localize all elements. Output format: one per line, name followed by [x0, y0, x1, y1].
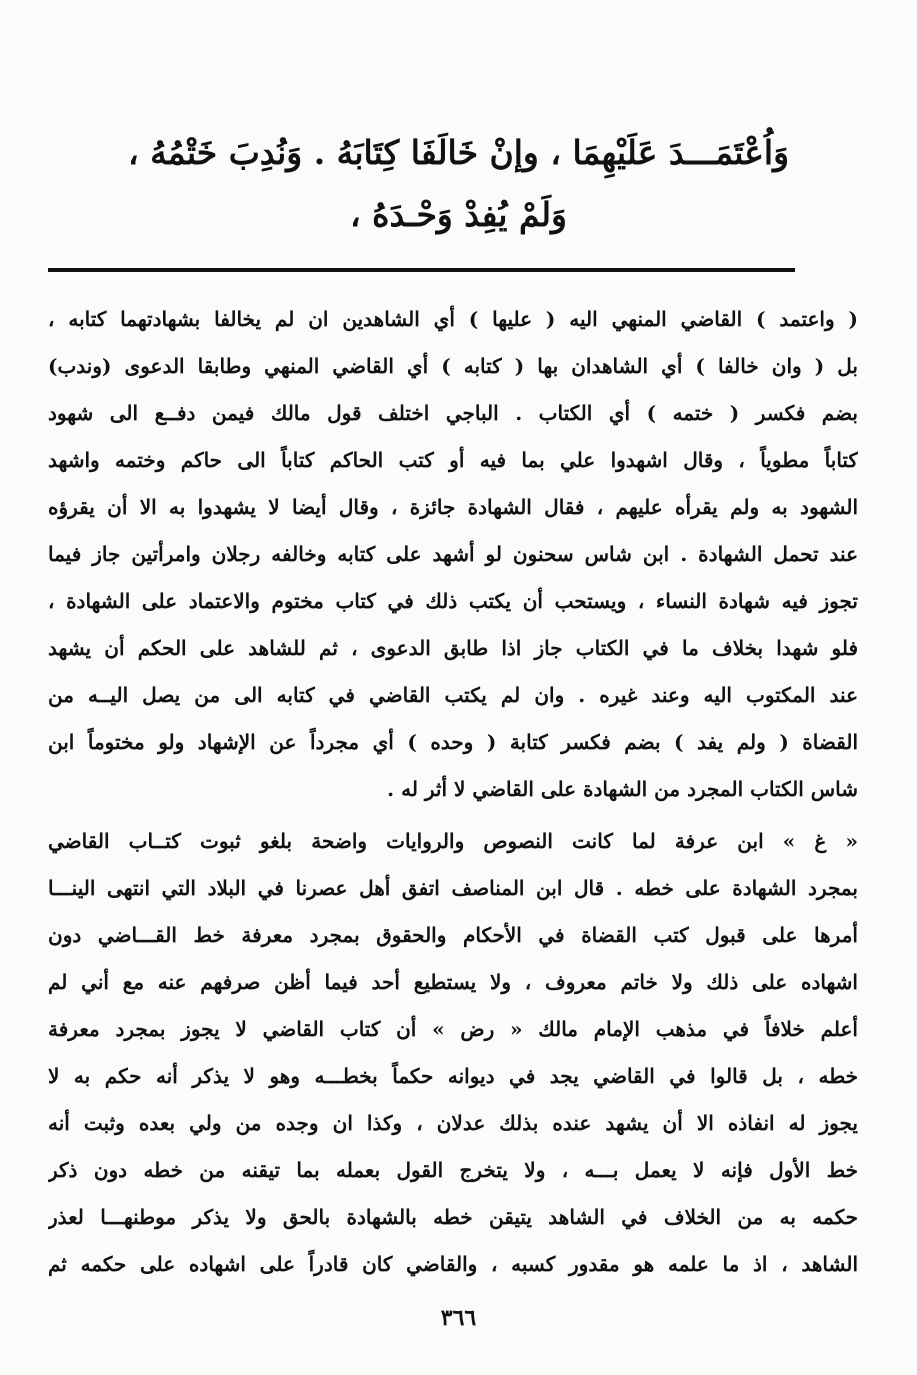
text-line: تجوز فيه شهادة النساء ، ويستحب أن يكتب ذلك في كتاب مختوم والاعتماد على الشهادة ،	[48, 589, 858, 613]
text-line: الشاهد ، اذ ما علمه هو مقدور كسبه ، والقاضي كان قادراً على اشهاده على حكمه ثم	[48, 1252, 858, 1276]
text-line: الشهود به ولم يقرأه عليهم ، فقال الشهادة جائزة ، وقال أيضا لا يشهدوا به الا أن يقرؤه	[48, 495, 858, 519]
text-line: بل ( وان خالفا ) أي الشاهدان بها ( كتابه ) أي القاضي المنهي وطابقا الدعوى (وندب)	[48, 354, 858, 378]
text-line: فلو شهدا بخلاف ما في الكتاب جاز اذا طابق الدعوى ، ثم للشاهد على الحكم أن يشهد	[48, 636, 858, 660]
matn-line: وَاُعْتَمَـــدَ عَلَيْهِمَا ، وإنْ خَالَفَا كِتَابَهُ . وَنُدِبَ خَتْمُهُ ،	[127, 133, 790, 172]
text-line: ( واعتمد ) القاضي المنهي اليه ( عليها ) أي الشاهدين ان لم يخالفا بشهادتهما كتابه ،	[48, 307, 858, 331]
text-line: عند تحمل الشهادة . ابن شاس سحنون لو أشهد على كتابه وخالفه رجلان وامرأتين جاز فيما	[48, 542, 858, 566]
text-line: القضاة ( ولم يفد ) بضم فكسر كتابة ( وحده ) أي مجرداً عن الإشهاد ولو مختوماً ابن	[48, 730, 858, 754]
separator-rule	[48, 268, 795, 272]
text-line: خط الأول فإنه لا يعمل بـــه ، ولا يتخرج القول بعمله بما تيقنه من خطه دون ذكر	[48, 1158, 858, 1182]
commentary-paragraph-2	[48, 818, 858, 1288]
text-line: أمرها على قبول كتب القضاة في الأحكام والحقوق بمجرد معرفة خط القـــاضي دون	[48, 923, 858, 947]
text-line: « غ » ابن عرفة لما كانت النصوص والروايات واضحة بلغو ثبوت كتــاب القاضي	[48, 829, 858, 853]
text-line: يجوز له انفاذه الا أن يشهد عنده بذلك عدلان ، وكذا ان وجده من ولي بعده وثبت أنه	[48, 1111, 858, 1135]
text-line: حكمه به من الخلاف في الشاهد يتيقن خطه بالشهادة بالحق ولا يذكر موطنهـــا لعذر	[48, 1205, 858, 1229]
text-line: أعلم خلافاً في مذهب الإمام مالك « رض » أن كتاب القاضي لا يجوز بمجرد معرفة	[48, 1017, 858, 1041]
matn-line: وَلَمْ يُفِدْ وَحْـدَهُ ،	[350, 195, 567, 234]
page-number: ٣٦٦	[440, 1305, 477, 1331]
text-line: شاس الكتاب المجرد من الشهادة على القاضي لا أثر له .	[387, 777, 858, 801]
text-line: خطه ، بل قالوا في القاضي يجد في ديوانه حكماً بخطـــه وهو لا يذكر أنه حكم به لا	[48, 1064, 858, 1088]
text-line: بضم فكسر ( ختمه ) أي الكتاب . الباجي اختلف قول مالك فيمن دفــع الى شهود	[48, 401, 858, 425]
text-line: كتاباً مطوياً ، وقال اشهدوا علي بما فيه أو كتب الحاكم كتاباً الى حاكم وختمه واشهد	[48, 448, 858, 472]
matn-verse	[60, 122, 857, 246]
text-line: بمجرد الشهادة على خطه . قال ابن المناصف اتفق أهل عصرنا في البلاد التي انتهى الينـــا	[48, 876, 858, 900]
commentary-paragraph-1	[48, 296, 858, 813]
text-line: اشهاده على ذلك ولا خاتم معروف ، ولا يستطيع أحد فيما أظن صرفهم عنه مع أني لم	[48, 970, 858, 994]
text-line: عند المكتوب اليه وعند غيره . وان لم يكتب القاضي في كتابه الى من يصل اليــه من	[48, 683, 858, 707]
